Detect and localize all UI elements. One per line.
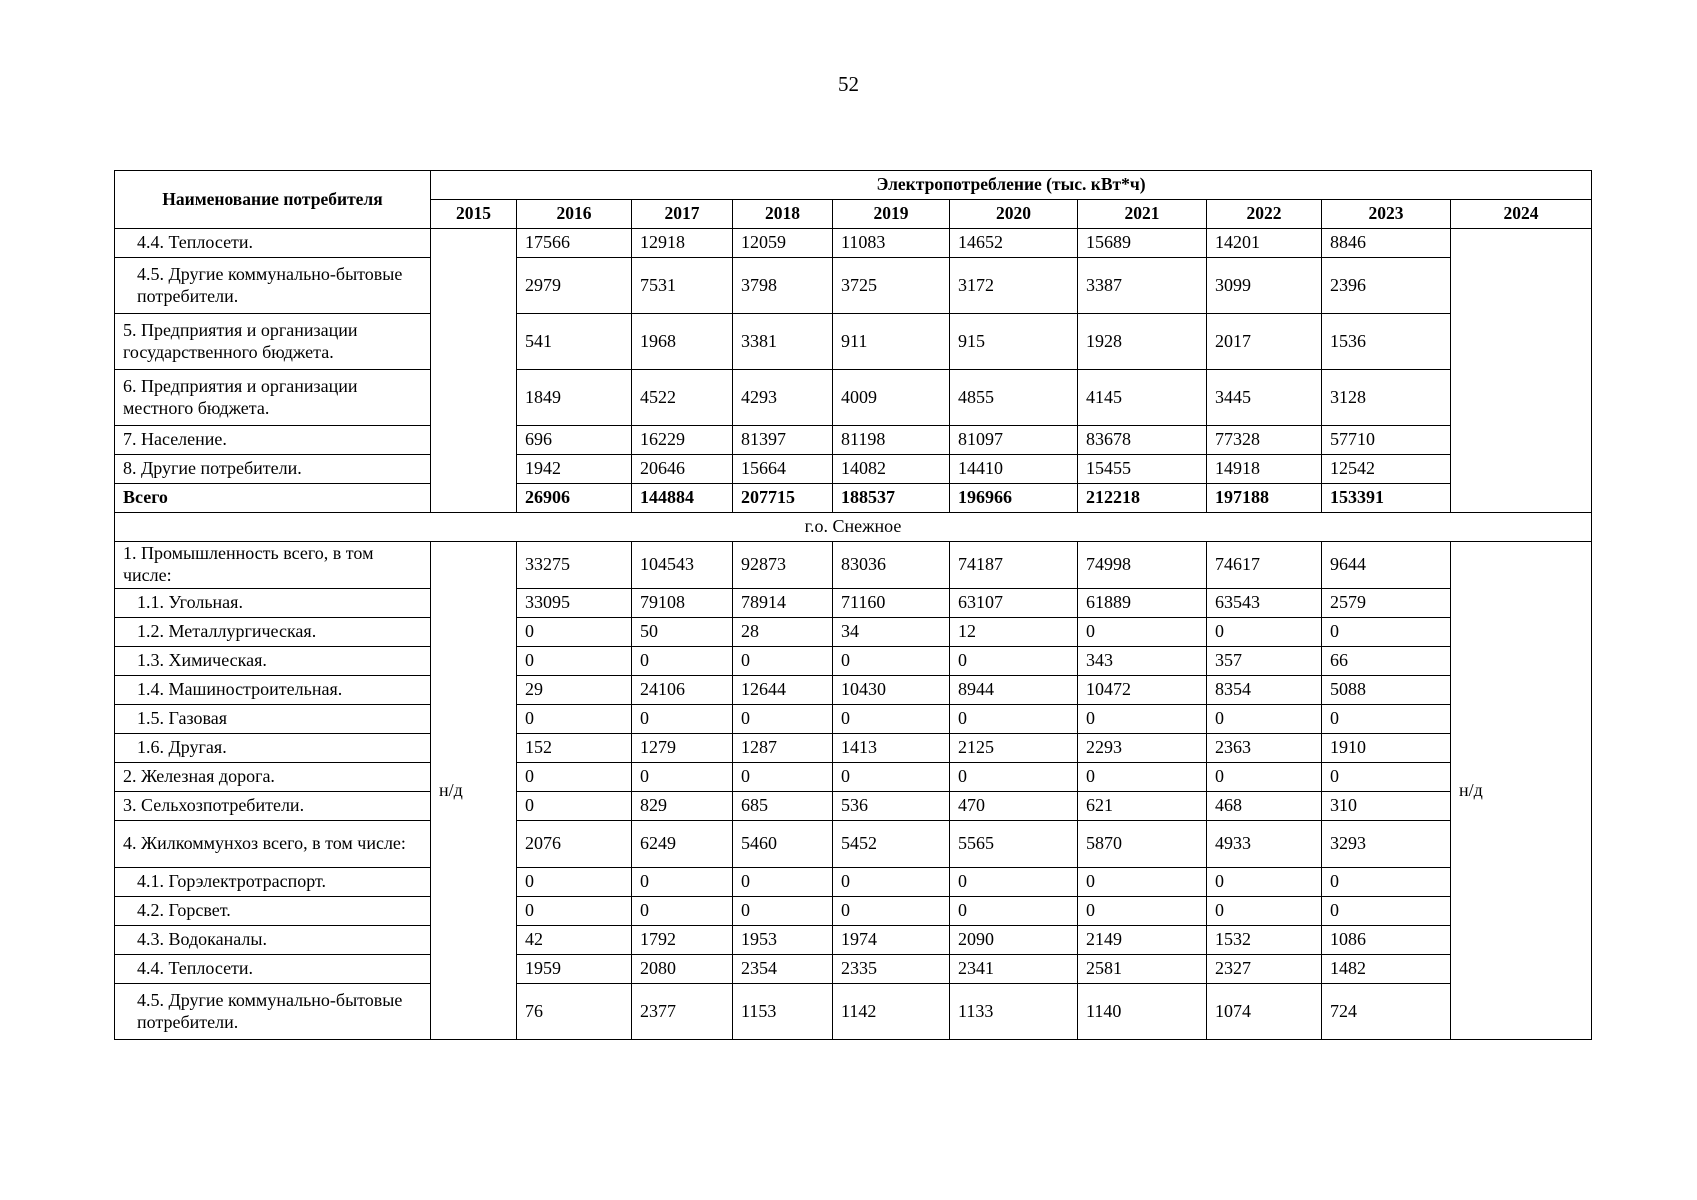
value-cell: 1910 bbox=[1322, 734, 1451, 763]
value-cell: 74617 bbox=[1207, 542, 1322, 589]
table-row bbox=[115, 229, 1592, 258]
value-cell: 0 bbox=[517, 763, 632, 792]
value-cell: 3725 bbox=[833, 258, 950, 314]
value-cell: 541 bbox=[517, 314, 632, 370]
value-cell: 2335 bbox=[833, 955, 950, 984]
value-cell: 81198 bbox=[833, 426, 950, 455]
value-cell: 42 bbox=[517, 926, 632, 955]
table-row bbox=[115, 484, 1592, 513]
value-cell: 15455 bbox=[1078, 455, 1207, 484]
value-cell: 0 bbox=[950, 897, 1078, 926]
value-cell: 0 bbox=[1322, 705, 1451, 734]
value-cell: 0 bbox=[1207, 763, 1322, 792]
value-cell: 1287 bbox=[733, 734, 833, 763]
table-row bbox=[115, 926, 1592, 955]
value-cell: 468 bbox=[1207, 792, 1322, 821]
consumer-name: 4. Жилкоммунхоз всего, в том числе: bbox=[115, 821, 431, 868]
table-row bbox=[115, 426, 1592, 455]
value-cell: 12918 bbox=[632, 229, 733, 258]
value-cell: 2149 bbox=[1078, 926, 1207, 955]
value-cell: 915 bbox=[950, 314, 1078, 370]
value-cell: 357 bbox=[1207, 647, 1322, 676]
value-cell: 9644 bbox=[1322, 542, 1451, 589]
year-2024-cell bbox=[1451, 229, 1592, 513]
consumer-name: 1.4. Машиностроительная. bbox=[115, 676, 431, 705]
value-cell: 0 bbox=[950, 868, 1078, 897]
value-cell: 0 bbox=[733, 868, 833, 897]
value-cell: 15689 bbox=[1078, 229, 1207, 258]
value-cell: 0 bbox=[1207, 868, 1322, 897]
header-year: 2019 bbox=[833, 200, 950, 229]
value-cell: 197188 bbox=[1207, 484, 1322, 513]
value-cell: 0 bbox=[632, 868, 733, 897]
value-cell: 0 bbox=[733, 705, 833, 734]
table-row bbox=[115, 705, 1592, 734]
value-cell: 2293 bbox=[1078, 734, 1207, 763]
value-cell: 0 bbox=[1322, 763, 1451, 792]
year-2015-cell: н/д bbox=[431, 542, 517, 1040]
value-cell: 153391 bbox=[1322, 484, 1451, 513]
value-cell: 0 bbox=[517, 792, 632, 821]
value-cell: 724 bbox=[1322, 984, 1451, 1040]
value-cell: 4522 bbox=[632, 370, 733, 426]
value-cell: 2377 bbox=[632, 984, 733, 1040]
value-cell: 81397 bbox=[733, 426, 833, 455]
value-cell: 76 bbox=[517, 984, 632, 1040]
value-cell: 2090 bbox=[950, 926, 1078, 955]
value-cell: 0 bbox=[1322, 868, 1451, 897]
consumer-name: 2. Железная дорога. bbox=[115, 763, 431, 792]
value-cell: 4855 bbox=[950, 370, 1078, 426]
value-cell: 2017 bbox=[1207, 314, 1322, 370]
value-cell: 4145 bbox=[1078, 370, 1207, 426]
value-cell: 8846 bbox=[1322, 229, 1451, 258]
value-cell: 1968 bbox=[632, 314, 733, 370]
value-cell: 104543 bbox=[632, 542, 733, 589]
value-cell: 10430 bbox=[833, 676, 950, 705]
value-cell: 212218 bbox=[1078, 484, 1207, 513]
consumer-name: 5. Предприятия и организации государственного бюджета. bbox=[115, 314, 431, 370]
value-cell: 0 bbox=[733, 647, 833, 676]
table-row bbox=[115, 955, 1592, 984]
value-cell: 5460 bbox=[733, 821, 833, 868]
header-consumer-name: Наименование потребителя bbox=[115, 171, 431, 229]
value-cell: 1928 bbox=[1078, 314, 1207, 370]
value-cell: 0 bbox=[517, 705, 632, 734]
value-cell: 34 bbox=[833, 618, 950, 647]
section-row bbox=[115, 513, 1592, 542]
value-cell: 5870 bbox=[1078, 821, 1207, 868]
value-cell: 57710 bbox=[1322, 426, 1451, 455]
value-cell: 3381 bbox=[733, 314, 833, 370]
value-cell: 1792 bbox=[632, 926, 733, 955]
table-row bbox=[115, 618, 1592, 647]
value-cell: 63107 bbox=[950, 589, 1078, 618]
value-cell: 0 bbox=[1078, 705, 1207, 734]
consumer-name: 4.3. Водоканалы. bbox=[115, 926, 431, 955]
table-row bbox=[115, 370, 1592, 426]
value-cell: 79108 bbox=[632, 589, 733, 618]
value-cell: 3445 bbox=[1207, 370, 1322, 426]
value-cell: 1849 bbox=[517, 370, 632, 426]
value-cell: 1942 bbox=[517, 455, 632, 484]
header-year: 2017 bbox=[632, 200, 733, 229]
year-2024-cell: н/д bbox=[1451, 542, 1592, 1040]
value-cell: 1133 bbox=[950, 984, 1078, 1040]
value-cell: 0 bbox=[833, 897, 950, 926]
header-year: 2024 bbox=[1451, 200, 1592, 229]
value-cell: 3128 bbox=[1322, 370, 1451, 426]
value-cell: 12059 bbox=[733, 229, 833, 258]
value-cell: 5452 bbox=[833, 821, 950, 868]
value-cell: 8354 bbox=[1207, 676, 1322, 705]
value-cell: 7531 bbox=[632, 258, 733, 314]
consumer-name: Всего bbox=[115, 484, 431, 513]
value-cell: 20646 bbox=[632, 455, 733, 484]
value-cell: 74998 bbox=[1078, 542, 1207, 589]
value-cell: 14918 bbox=[1207, 455, 1322, 484]
value-cell: 1153 bbox=[733, 984, 833, 1040]
consumer-name: 4.5. Другие коммунально-бытовые потребители. bbox=[115, 984, 431, 1040]
value-cell: 61889 bbox=[1078, 589, 1207, 618]
consumer-name: 4.4. Теплосети. bbox=[115, 229, 431, 258]
value-cell: 0 bbox=[833, 647, 950, 676]
value-cell: 33275 bbox=[517, 542, 632, 589]
value-cell: 0 bbox=[1207, 705, 1322, 734]
value-cell: 0 bbox=[632, 763, 733, 792]
section-header bbox=[115, 513, 1592, 542]
value-cell: 1532 bbox=[1207, 926, 1322, 955]
consumer-name: 4.4. Теплосети. bbox=[115, 955, 431, 984]
value-cell: 77328 bbox=[1207, 426, 1322, 455]
value-cell: 14410 bbox=[950, 455, 1078, 484]
value-cell: 310 bbox=[1322, 792, 1451, 821]
value-cell: 0 bbox=[1078, 618, 1207, 647]
value-cell: 1140 bbox=[1078, 984, 1207, 1040]
value-cell: 0 bbox=[517, 868, 632, 897]
table-body-top bbox=[115, 229, 1592, 513]
value-cell: 0 bbox=[833, 763, 950, 792]
value-cell: 14201 bbox=[1207, 229, 1322, 258]
value-cell: 2579 bbox=[1322, 589, 1451, 618]
table-row bbox=[115, 676, 1592, 705]
table-row bbox=[115, 314, 1592, 370]
value-cell: 829 bbox=[632, 792, 733, 821]
value-cell: 196966 bbox=[950, 484, 1078, 513]
value-cell: 3293 bbox=[1322, 821, 1451, 868]
value-cell: 0 bbox=[1322, 897, 1451, 926]
table-row bbox=[115, 542, 1592, 589]
value-cell: 207715 bbox=[733, 484, 833, 513]
value-cell: 536 bbox=[833, 792, 950, 821]
header-consumption-group: Электропотребление (тыс. кВт*ч) bbox=[431, 171, 1592, 200]
value-cell: 0 bbox=[517, 618, 632, 647]
value-cell: 78914 bbox=[733, 589, 833, 618]
value-cell: 4933 bbox=[1207, 821, 1322, 868]
table-row bbox=[115, 647, 1592, 676]
value-cell: 0 bbox=[517, 647, 632, 676]
consumer-name: 4.1. Горэлектротраспорт. bbox=[115, 868, 431, 897]
value-cell: 3387 bbox=[1078, 258, 1207, 314]
value-cell: 15664 bbox=[733, 455, 833, 484]
value-cell: 71160 bbox=[833, 589, 950, 618]
section-title: г.о. Снежное bbox=[115, 513, 1592, 542]
value-cell: 24106 bbox=[632, 676, 733, 705]
value-cell: 2363 bbox=[1207, 734, 1322, 763]
value-cell: 2354 bbox=[733, 955, 833, 984]
consumer-name: 1.2. Металлургическая. bbox=[115, 618, 431, 647]
value-cell: 16229 bbox=[632, 426, 733, 455]
value-cell: 6249 bbox=[632, 821, 733, 868]
value-cell: 2125 bbox=[950, 734, 1078, 763]
header-year: 2020 bbox=[950, 200, 1078, 229]
consumer-name: 4.2. Горсвет. bbox=[115, 897, 431, 926]
value-cell: 3798 bbox=[733, 258, 833, 314]
value-cell: 0 bbox=[950, 705, 1078, 734]
table-row bbox=[115, 455, 1592, 484]
value-cell: 1974 bbox=[833, 926, 950, 955]
value-cell: 0 bbox=[1207, 897, 1322, 926]
value-cell: 2327 bbox=[1207, 955, 1322, 984]
consumer-name: 1.1. Угольная. bbox=[115, 589, 431, 618]
value-cell: 2080 bbox=[632, 955, 733, 984]
value-cell: 14082 bbox=[833, 455, 950, 484]
consumer-name: 1.3. Химическая. bbox=[115, 647, 431, 676]
value-cell: 343 bbox=[1078, 647, 1207, 676]
consumer-name: 1.5. Газовая bbox=[115, 705, 431, 734]
table-row bbox=[115, 792, 1592, 821]
value-cell: 3099 bbox=[1207, 258, 1322, 314]
consumer-name: 1.6. Другая. bbox=[115, 734, 431, 763]
value-cell: 66 bbox=[1322, 647, 1451, 676]
value-cell: 2076 bbox=[517, 821, 632, 868]
value-cell: 0 bbox=[950, 647, 1078, 676]
value-cell: 5565 bbox=[950, 821, 1078, 868]
value-cell: 28 bbox=[733, 618, 833, 647]
value-cell: 0 bbox=[950, 763, 1078, 792]
value-cell: 0 bbox=[833, 868, 950, 897]
value-cell: 83678 bbox=[1078, 426, 1207, 455]
table-row bbox=[115, 984, 1592, 1040]
value-cell: 11083 bbox=[833, 229, 950, 258]
electricity-consumption-table bbox=[114, 170, 1592, 1040]
header-year: 2022 bbox=[1207, 200, 1322, 229]
header-year: 2015 bbox=[431, 200, 517, 229]
table-row bbox=[115, 589, 1592, 618]
value-cell: 3172 bbox=[950, 258, 1078, 314]
year-2015-cell bbox=[431, 229, 517, 513]
value-cell: 29 bbox=[517, 676, 632, 705]
header-year: 2023 bbox=[1322, 200, 1451, 229]
value-cell: 33095 bbox=[517, 589, 632, 618]
value-cell: 12542 bbox=[1322, 455, 1451, 484]
value-cell: 12644 bbox=[733, 676, 833, 705]
value-cell: 911 bbox=[833, 314, 950, 370]
header-year: 2018 bbox=[733, 200, 833, 229]
value-cell: 2979 bbox=[517, 258, 632, 314]
page-number: 52 bbox=[838, 72, 859, 96]
value-cell: 0 bbox=[1078, 763, 1207, 792]
value-cell: 152 bbox=[517, 734, 632, 763]
value-cell: 1142 bbox=[833, 984, 950, 1040]
header-year: 2021 bbox=[1078, 200, 1207, 229]
value-cell: 0 bbox=[833, 705, 950, 734]
value-cell: 26906 bbox=[517, 484, 632, 513]
value-cell: 1086 bbox=[1322, 926, 1451, 955]
value-cell: 2341 bbox=[950, 955, 1078, 984]
value-cell: 74187 bbox=[950, 542, 1078, 589]
value-cell: 0 bbox=[733, 763, 833, 792]
value-cell: 81097 bbox=[950, 426, 1078, 455]
value-cell: 2581 bbox=[1078, 955, 1207, 984]
value-cell: 92873 bbox=[733, 542, 833, 589]
value-cell: 1074 bbox=[1207, 984, 1322, 1040]
table-row bbox=[115, 258, 1592, 314]
consumer-name: 6. Предприятия и организации местного бюджета. bbox=[115, 370, 431, 426]
value-cell: 0 bbox=[632, 647, 733, 676]
value-cell: 5088 bbox=[1322, 676, 1451, 705]
value-cell: 621 bbox=[1078, 792, 1207, 821]
value-cell: 10472 bbox=[1078, 676, 1207, 705]
table-row bbox=[115, 821, 1592, 868]
value-cell: 0 bbox=[1078, 897, 1207, 926]
value-cell: 188537 bbox=[833, 484, 950, 513]
value-cell: 1279 bbox=[632, 734, 733, 763]
value-cell: 144884 bbox=[632, 484, 733, 513]
value-cell: 0 bbox=[632, 705, 733, 734]
table-row bbox=[115, 763, 1592, 792]
value-cell: 1959 bbox=[517, 955, 632, 984]
value-cell: 1953 bbox=[733, 926, 833, 955]
consumer-name: 7. Население. bbox=[115, 426, 431, 455]
table-row bbox=[115, 734, 1592, 763]
table-row bbox=[115, 868, 1592, 897]
value-cell: 4293 bbox=[733, 370, 833, 426]
value-cell: 0 bbox=[1322, 618, 1451, 647]
value-cell: 1536 bbox=[1322, 314, 1451, 370]
value-cell: 0 bbox=[1078, 868, 1207, 897]
value-cell: 2396 bbox=[1322, 258, 1451, 314]
consumer-name: 1. Промышленность всего, в том числе: bbox=[115, 542, 431, 589]
value-cell: 1482 bbox=[1322, 955, 1451, 984]
value-cell: 0 bbox=[632, 897, 733, 926]
value-cell: 50 bbox=[632, 618, 733, 647]
value-cell: 17566 bbox=[517, 229, 632, 258]
value-cell: 14652 bbox=[950, 229, 1078, 258]
table-row bbox=[115, 897, 1592, 926]
value-cell: 0 bbox=[733, 897, 833, 926]
value-cell: 696 bbox=[517, 426, 632, 455]
value-cell: 12 bbox=[950, 618, 1078, 647]
consumer-name: 3. Сельхозпотребители. bbox=[115, 792, 431, 821]
value-cell: 685 bbox=[733, 792, 833, 821]
value-cell: 4009 bbox=[833, 370, 950, 426]
value-cell: 83036 bbox=[833, 542, 950, 589]
value-cell: 0 bbox=[1207, 618, 1322, 647]
table-body-bottom bbox=[115, 542, 1592, 1040]
consumer-name: 4.5. Другие коммунально-бытовые потребители. bbox=[115, 258, 431, 314]
value-cell: 8944 bbox=[950, 676, 1078, 705]
value-cell: 1413 bbox=[833, 734, 950, 763]
header-row-group bbox=[115, 171, 1592, 200]
value-cell: 0 bbox=[517, 897, 632, 926]
consumer-name: 8. Другие потребители. bbox=[115, 455, 431, 484]
header-year: 2016 bbox=[517, 200, 632, 229]
value-cell: 63543 bbox=[1207, 589, 1322, 618]
value-cell: 470 bbox=[950, 792, 1078, 821]
